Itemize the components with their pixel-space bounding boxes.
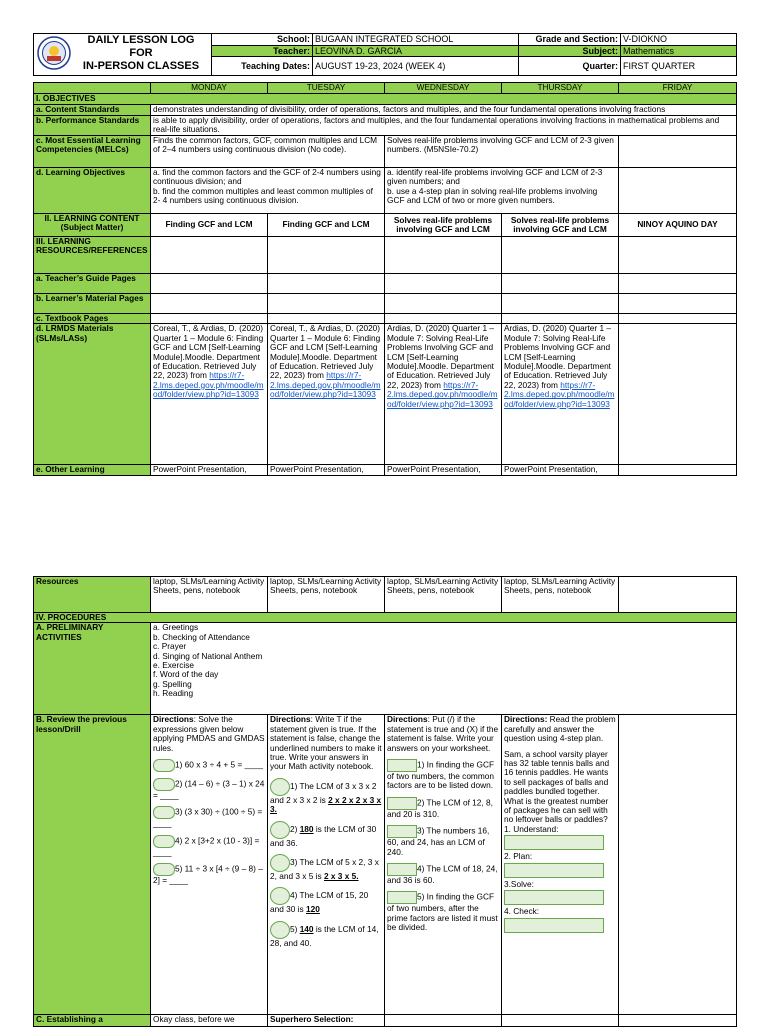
subject-label: Subject:	[519, 45, 621, 57]
textbook-pages-label: c. Textbook Pages	[34, 314, 151, 324]
step-solve: 3.Solve:	[504, 878, 534, 889]
grade-label: Grade and Section:	[519, 34, 621, 46]
answer-box-solve[interactable]	[504, 890, 604, 905]
lrmds-label: d. LRMDS Materials (SLMs/LASs)	[34, 324, 151, 465]
answer-box-check[interactable]	[504, 918, 604, 933]
teachers-guide-label: a. Teacher’s Guide Pages	[34, 274, 151, 294]
learning-objectives-label: d. Learning Objectives	[34, 168, 151, 214]
title-cell	[34, 34, 212, 76]
grade-value: V-DIOKNO	[621, 34, 737, 46]
objectives-heading: I. OBJECTIVES	[34, 94, 737, 105]
establishing-tue: Superhero Selection:	[268, 1015, 385, 1027]
lrmds-mon	[151, 324, 268, 465]
melc-label: c. Most Essential Learning Competencies (MELCs)	[34, 136, 151, 168]
review-thu: Directions: Read the problem carefully and answer the question using 4-step plan. Sam, a school varsity player has 32 table tennis balls and 16 tennis paddles. He wants to sell packages of balls and paddles bundled together. What is the greatest number of packages he can sell with no leftover balls or paddles? 1. Understand: 2. Plan: 3.Solve: 4. Check:	[502, 715, 619, 1015]
day-header-friday: FRIDAY	[619, 83, 737, 94]
objective-a-wed: a. identify real-life problems involving GCF and LCM of 2-3 given numbers; and	[387, 167, 603, 187]
subject-value: Mathematics	[621, 45, 737, 57]
prelim-item: f. Word of the day	[153, 669, 219, 680]
other-resources-cont-wed: laptop, SLMs/Learning Activity Sheets, pens, notebook	[385, 577, 502, 613]
lrmds-thu	[502, 324, 619, 465]
review-mon: Directions: Solve the expressions given below applying PMDAS and GMDAS rules. 1) 60 x 3 ÷ 4 + 5 = ____ 2) (14 – 6) ÷ (3 – 1) x 24 = ____ 3) (3 x 30) ÷ (100 ÷ 5) = ____ 4) 2 x [3+2 x (10 - 3)] = ____ 5) 11 ÷ 3 x [4 ÷ (9 – 8) – 2] = ____	[151, 715, 268, 1015]
reference-link-tue[interactable]: https://r7-2.lms.deped.gov.ph/moodle/mod/folder/view.php?id=13093	[270, 370, 381, 400]
lesson-table-1	[33, 82, 737, 476]
lesson-table-2	[33, 576, 737, 1027]
title-line-3: IN-PERSON CLASSES	[82, 60, 200, 72]
learning-resources-label: III. LEARNING RESOURCES/REFERENCES	[34, 237, 151, 274]
answer-circle[interactable]	[270, 821, 290, 839]
day-header-wednesday: WEDNESDAY	[385, 83, 502, 94]
learning-content-thu: Solves real-life problems involving GCF and LCM	[502, 214, 619, 237]
lesson-log-header	[33, 33, 736, 76]
teacher-value: LEOVINA D. GARCIA	[313, 45, 519, 57]
reference-link-mon[interactable]: https://r7-2.lms.deped.gov.ph/moodle/mod/folder/view.php?id=13093	[153, 370, 264, 400]
reference-text-tue: Coreal, T., & Ardias, D. (2020) Quarter 1 – Module 6: Finding GCF and LCM [Self-Learning Module].Moodle. Department of Education. Retrieved July 22, 2023) from	[270, 323, 381, 381]
review-wed: Directions: Put (/) if the statement is true and (X) if the statement is false. Write your answers on your worksheet. 1) In finding the GCF of two numbers, the common factors are to be listed down. 2) The LCM of 12, 8, and 20 is 310. 3) The numbers 16, 60, and 24, has an LCM of 240. 4) The LCM of 18, 24, and 36 is 60. 5) In finding the GCF of two numbers, after the prime factors are listed it must be divided.	[385, 715, 502, 1015]
school-value: BUGAAN INTEGRATED SCHOOL	[313, 34, 519, 46]
quarter-label: Quarter:	[519, 57, 621, 76]
preliminary-activities-label: A. PRELIMINARY ACTIVITIES	[34, 623, 151, 715]
title-line-2: FOR	[129, 47, 153, 59]
deped-seal-icon	[37, 36, 71, 70]
lrmds-tue	[268, 324, 385, 465]
establishing-mon: Okay class, before we	[151, 1015, 268, 1027]
prelim-item: a. Greetings	[153, 622, 199, 633]
review-tue: Directions: Write T if the statement given is true. If the statement is false, change the underlined numbers to make it true. Write your answers in your Math activity notebook. 1) The LCM of 3 x 3 x 2 and 2 x 3 x 2 is 2 x 2 x 2 x 3 x 3. 2) 180 is the LCM of 30 and 36. 3) The LCM of 5 x 2, 3 x 2, and 3 x 5 is 2 x 3 x 5. 4) The LCM of 15, 20 and 30 is 120 5) 140 is the LCM of 14, 28, and 40.	[268, 715, 385, 1015]
learners-material-label: b. Learner’s Material Pages	[34, 294, 151, 314]
prelim-item: d. Singing of National Anthem	[153, 650, 263, 661]
learning-content-fri: NINOY AQUINO DAY	[619, 214, 737, 237]
review-lesson-label: B. Review the previous lesson/Drill	[34, 715, 151, 1015]
day-header-monday: MONDAY	[151, 83, 268, 94]
learning-content-wed: Solves real-life problems involving GCF and LCM	[385, 214, 502, 237]
answer-circle[interactable]	[270, 778, 290, 796]
establishing-label: C. Establishing a	[34, 1015, 151, 1027]
performance-standards-label: b. Performance Standards	[34, 116, 151, 136]
other-resources-wed: PowerPoint Presentation,	[385, 465, 502, 475]
answer-circle[interactable]	[270, 921, 290, 939]
content-standards-label: a. Content Standards	[34, 105, 151, 116]
day-header-thursday: THURSDAY	[502, 83, 619, 94]
prelim-item: e. Exercise	[153, 660, 195, 671]
other-resources-cont-tue: laptop, SLMs/Learning Activity Sheets, pens, notebook	[268, 577, 385, 613]
other-resources-label: e. Other Learning	[34, 465, 151, 475]
step-understand: 1. Understand:	[504, 823, 559, 834]
answer-box-understand[interactable]	[504, 835, 604, 850]
procedures-heading: IV. PROCEDURES	[34, 613, 737, 623]
school-label: School:	[212, 34, 313, 46]
reference-text-wed: Ardias, D. (2020) Quarter 1 – Module 7: Solving Real-Life Problems Involving GCF and LCM [Self-Learning Module].Moodle. Department of Education. Retrieved July 22, 2023) from	[387, 323, 494, 390]
other-resources-mon: PowerPoint Presentation,	[151, 465, 268, 475]
reference-text-mon: Coreal, T., & Ardias, D. (2020) Quarter 1 – Module 6: Finding GCF and LCM [Self-Learning Module].Moodle. Department of Education. Retrieved July 22, 2023) from	[153, 323, 264, 381]
learning-objectives-mon-tue	[151, 168, 385, 214]
objective-b-mon: b. find the common multiples and least common multiples of 2- 4 numbers using continuous division.	[153, 185, 373, 206]
lesson-log-page-1	[33, 82, 736, 476]
reference-link-thu[interactable]: https://r7-2.lms.deped.gov.ph/moodle/mod/folder/view.php?id=13093	[504, 379, 615, 409]
answer-circle[interactable]	[270, 854, 290, 872]
objective-b-wed: b. use a 4-step plan in solving real-life problems involving GCF and LCM of two or more given numbers.	[387, 185, 598, 206]
other-resources-tue: PowerPoint Presentation,	[268, 465, 385, 475]
step-plan: 2. Plan:	[504, 851, 533, 862]
lesson-log-page-2	[33, 576, 736, 1027]
objective-a-mon: a. find the common factors and the GCF of 2-4 numbers using continuous division; and	[153, 167, 381, 187]
prelim-item: b. Checking of Attendance	[153, 631, 250, 642]
dates-value: AUGUST 19-23, 2024 (WEEK 4)	[313, 57, 519, 76]
melc-text-mon-tue: Finds the common factors, GCF, common multiples and LCM of 2–4 numbers using continuous division (No code).	[151, 136, 385, 168]
teacher-label: Teacher:	[212, 45, 313, 57]
prelim-item: g. Spelling	[153, 678, 192, 689]
prelim-item: c. Prayer	[153, 641, 187, 652]
quarter-value: FIRST QUARTER	[621, 57, 737, 76]
preliminary-activities-list	[151, 623, 737, 715]
dates-label: Teaching Dates:	[212, 57, 313, 76]
step-check: 4. Check:	[504, 906, 540, 917]
learning-content-tue: Finding GCF and LCM	[268, 214, 385, 237]
other-resources-cont-mon: laptop, SLMs/Learning Activity Sheets, pens, notebook	[151, 577, 268, 613]
learning-objectives-wed-thu	[385, 168, 619, 214]
performance-standards-text: is able to apply divisibility, order of operations, factors and multiples, and the four fundamental operations involving fractions in mathematical problems and real-life situations.	[151, 116, 737, 136]
answer-box-plan[interactable]	[504, 863, 604, 878]
learning-content-label: II. LEARNING CONTENT (Subject Matter)	[34, 214, 151, 237]
content-standards-text: demonstrates understanding of divisibility, order of operations, factors and multiples, and the four fundamental operations involving fractions	[151, 105, 737, 116]
answer-circle[interactable]	[270, 887, 290, 905]
header-table	[33, 33, 737, 76]
lrmds-wed	[385, 324, 502, 465]
other-resources-thu: PowerPoint Presentation,	[502, 465, 619, 475]
resources-label-cont: Resources	[34, 577, 151, 613]
reference-link-wed[interactable]: https://r7-2.lms.deped.gov.ph/moodle/mod/folder/view.php?id=13093	[387, 379, 498, 409]
title-line-1: DAILY LESSON LOG	[87, 34, 195, 46]
reference-text-thu: Ardias, D. (2020) Quarter 1 – Module 7: Solving Real-Life Problems Involving GCF and LCM [Self-Learning Module].Moodle. Department of Education. Retrieved July 22, 2023) from	[504, 323, 611, 390]
learning-content-mon: Finding GCF and LCM	[151, 214, 268, 237]
other-resources-cont-thu: laptop, SLMs/Learning Activity Sheets, pens, notebook	[502, 577, 619, 613]
answer-oval[interactable]	[153, 759, 175, 772]
prelim-item: h. Reading	[153, 688, 194, 699]
day-header-tuesday: TUESDAY	[268, 83, 385, 94]
melc-text-wed-thu: Solves real-life problems involving GCF and LCM of 2-3 given numbers. (M5NSIe-70.2)	[385, 136, 619, 168]
word-problem: Sam, a school varsity player has 32 table tennis balls and 16 tennis paddles. He wants to sell packages of balls and paddles bundled together. What is the greatest number of packages he can sell with no leftover balls or paddles?	[504, 748, 610, 825]
